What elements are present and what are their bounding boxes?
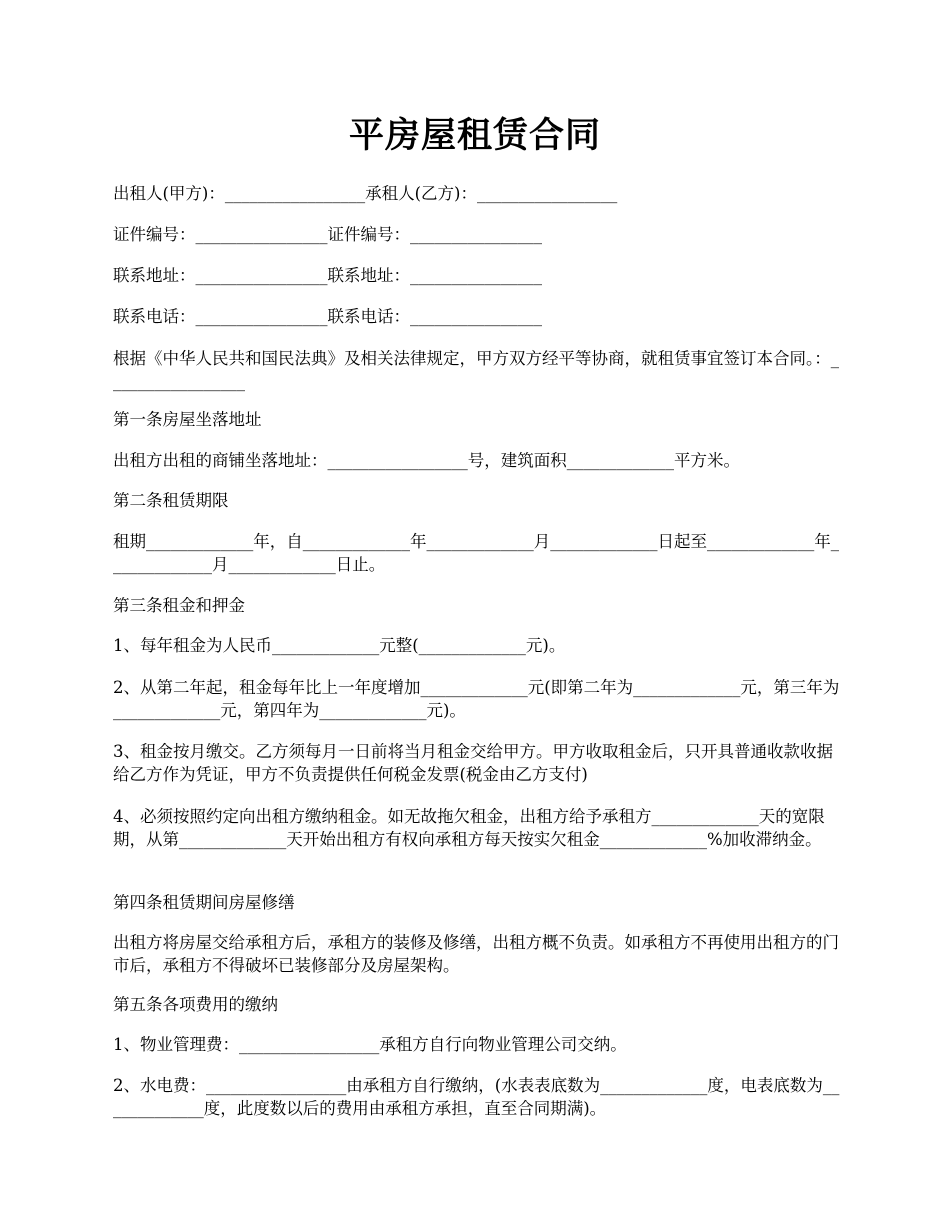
- id-number-line: 证件编号：________________证件编号：________________: [113, 225, 542, 244]
- contact-address-line: 联系地址：________________联系地址：________________: [113, 266, 542, 285]
- article-1-heading: 第一条房屋坐落地址: [113, 410, 262, 429]
- preamble-paragraph: 根据《中华人民共和国民法典》及相关法律规定，甲方双方经平等协商，就租赁事宜签订本合同。：_________________: [113, 349, 839, 391]
- contact-phone-line: 联系电话：________________联系电话：________________: [113, 307, 542, 326]
- article-4-heading: 第四条租赁期间房屋修缮: [113, 893, 295, 912]
- fees-clause-2: 2、水电费：_________________由承租方自行缴纳，(水表表底数为_____________度，电表底数为_____________度，此度数以后的费用由承租方承担，直至合同期满)。: [113, 1076, 840, 1118]
- article-2-term-paragraph: 租期_____________年，自_____________年_____________月_____________日起至_____________年_____________月_____________日止。: [113, 532, 839, 574]
- document-title: 平房屋租赁合同: [348, 115, 601, 156]
- rent-clause-2: 2、从第二年起，租金每年比上一年度增加_____________元(即第二年为_____________元，第三年为_____________元，第四年为_____________元)。: [113, 678, 840, 720]
- rent-clause-4: 4、必须按照约定向出租方缴纳租金。如无故拖欠租金，出租方给予承租方_____________天的宽限期，从第_____________天开始出租方有权向承租方每天按实欠租金_____________%加收滞纳金。: [113, 807, 825, 849]
- fees-clause-1: 1、物业管理费：_________________承租方自行向物业管理公司交纳。: [113, 1035, 627, 1054]
- article-2-heading: 第二条租赁期限: [113, 491, 229, 510]
- article-4-paragraph: 出租方将房屋交给承租方后，承租方的装修及修缮，出租方概不负责。如承租方不再使用出租方的门市后，承租方不得破坏已装修部分及房屋架构。: [113, 933, 839, 975]
- rent-clause-3: 3、租金按月缴交。乙方须每月一日前将当月租金交给甲方。甲方收取租金后，只开具普通收款收据给乙方作为凭证，甲方不负责提供任何税金发票(税金由乙方支付): [113, 742, 833, 784]
- article-3-heading: 第三条租金和押金: [113, 596, 245, 615]
- party-names-line: 出租人(甲方)：_________________承租人(乙方)：_________________: [113, 184, 618, 203]
- rent-clause-1: 1、每年租金为人民币_____________元整(_____________元)。: [113, 636, 566, 655]
- article-5-heading: 第五条各项费用的缴纳: [113, 995, 278, 1014]
- article-1-address-paragraph: 出租方出租的商铺坐落地址：_________________号，建筑面积_____________平方米。: [113, 451, 740, 470]
